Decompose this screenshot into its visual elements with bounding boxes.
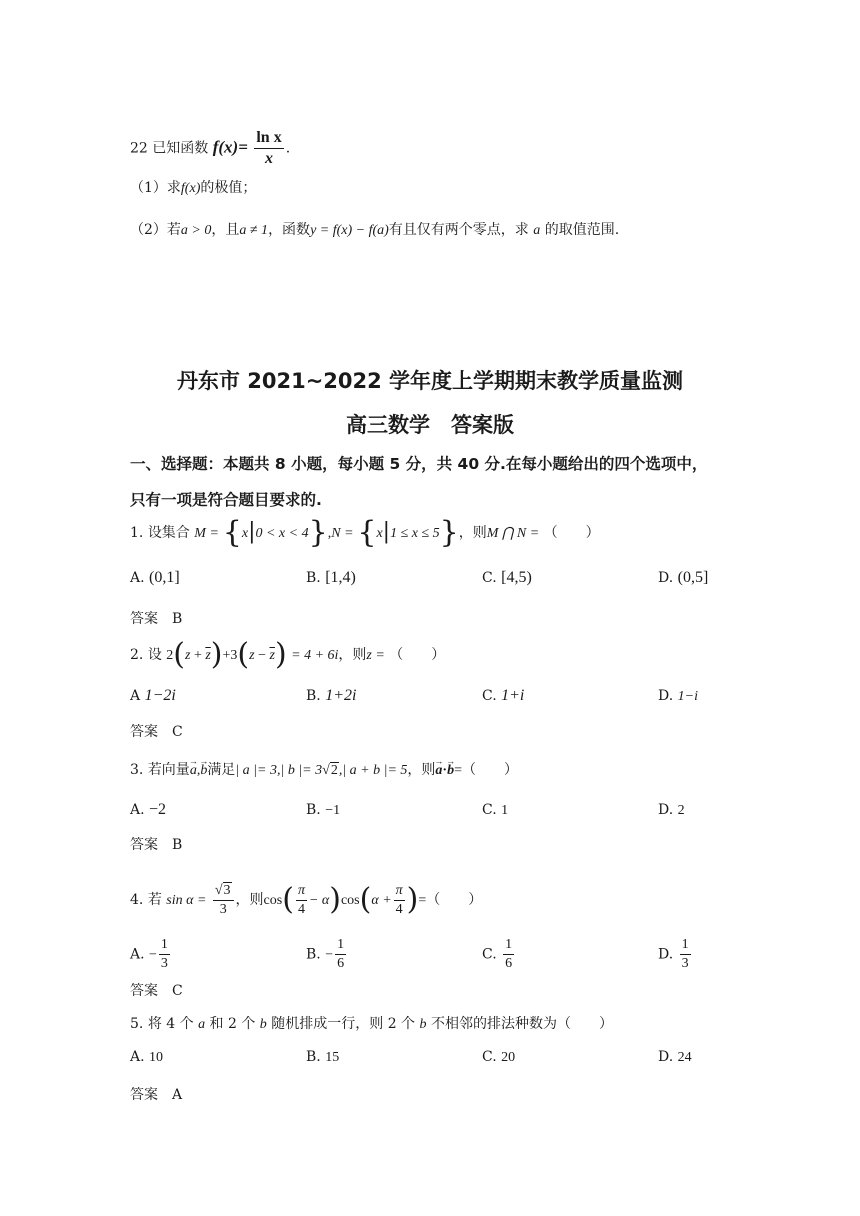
- q1-option-a[interactable]: A. (0,1]: [130, 569, 180, 586]
- q4-option-a[interactable]: A. − $\frac{1}{3}$: [130, 937, 168, 971]
- q1-stem: 1. 设集合 M = {x|0 < x < 4},N = {x|1 ≤ x ≤ 5}，则M ⋂ N = （ ）: [130, 515, 600, 550]
- q2-option-d[interactable]: D. 1−i: [658, 688, 698, 704]
- q5-option-b[interactable]: B. 15: [306, 1049, 340, 1065]
- q22-stem: 22 已知函数 f(x)= $\frac{\text{ln x}}{x}$ .: [130, 129, 291, 167]
- q3-option-a[interactable]: A. −2: [130, 801, 167, 818]
- q1-answer: 答案 B: [130, 611, 183, 627]
- q2-option-a[interactable]: A 1−2i: [130, 687, 176, 704]
- q4-option-d[interactable]: D. $\frac{1}{3}$: [658, 937, 689, 971]
- exam-title: 丹东市 2021~2022 学年度上学期期末教学质量监测: [176, 369, 684, 393]
- q1-option-b[interactable]: B. [1,4): [306, 569, 356, 586]
- q4-answer: 答案 C: [130, 983, 183, 999]
- q3-option-c[interactable]: C. 1: [482, 802, 509, 818]
- q22-fraction: $\frac{\text{ln x}}{x}$: [256, 129, 282, 167]
- section-heading-line1: 一、选择题：本题共 8 小题，每小题 5 分，共 40 分.在每小题给出的四个选项中，: [130, 455, 708, 473]
- q1-option-c[interactable]: C. [4,5): [482, 569, 532, 586]
- q5-option-a[interactable]: A. 10: [130, 1049, 164, 1065]
- exam-subtitle: 高三数学 答案版: [346, 413, 514, 437]
- q3-answer: 答案 B: [130, 837, 183, 853]
- q4-option-b[interactable]: B. − $\frac{1}{6}$: [306, 937, 345, 971]
- q5-answer: 答案 A: [130, 1087, 183, 1103]
- q2-option-c[interactable]: C. 1+i: [482, 687, 525, 704]
- q5-option-c[interactable]: C. 20: [482, 1049, 516, 1065]
- q22-part2: （2）若a > 0，且a ≠ 1，函数y = f(x) − f(a)有且仅有两个零点，求 a 的取值范围.: [130, 222, 620, 238]
- q5-option-d[interactable]: D. 24: [658, 1049, 692, 1065]
- q22-part1: （1）求f(x)的极值；: [130, 180, 257, 196]
- q3-option-b[interactable]: B. −1: [306, 802, 341, 818]
- q2-stem: 2. 设 $2(z + \overline{z})+3(z - \overline{z}) = 4 + 6i$，则z = （ ）: [130, 637, 446, 672]
- q4-stem: 4. 若 sin α = $\frac{√3}{3}$ ，则cos( $\frac{\pi}{4}$ − α)cos(α + $\frac{\pi}{4}$ )=（ ）: [130, 882, 483, 917]
- q3-stem: 3. 若向量→ a,→ b满足| a |= 3,| b |= 3√2,| a + b |= 5，则→ a·→ b=（ ）: [130, 760, 518, 781]
- q1-option-d[interactable]: D. (0,5]: [658, 569, 709, 586]
- q3-option-d[interactable]: D. 2: [658, 802, 685, 818]
- section-heading-line2: 只有一项是符合题目要求的.: [130, 491, 322, 509]
- q2-option-b[interactable]: B. 1+2i: [306, 687, 357, 704]
- q4-option-c[interactable]: C. $\frac{1}{6}$: [482, 937, 513, 971]
- q2-answer: 答案 C: [130, 724, 183, 740]
- q4-sqrt3-over-3: $\frac{√3}{3}$: [213, 883, 234, 917]
- q5-stem: 5. 将 4 个 a 和 2 个 b 随机排成一行，则 2 个 b 不相邻的排法种数为（ ）: [130, 1016, 613, 1032]
